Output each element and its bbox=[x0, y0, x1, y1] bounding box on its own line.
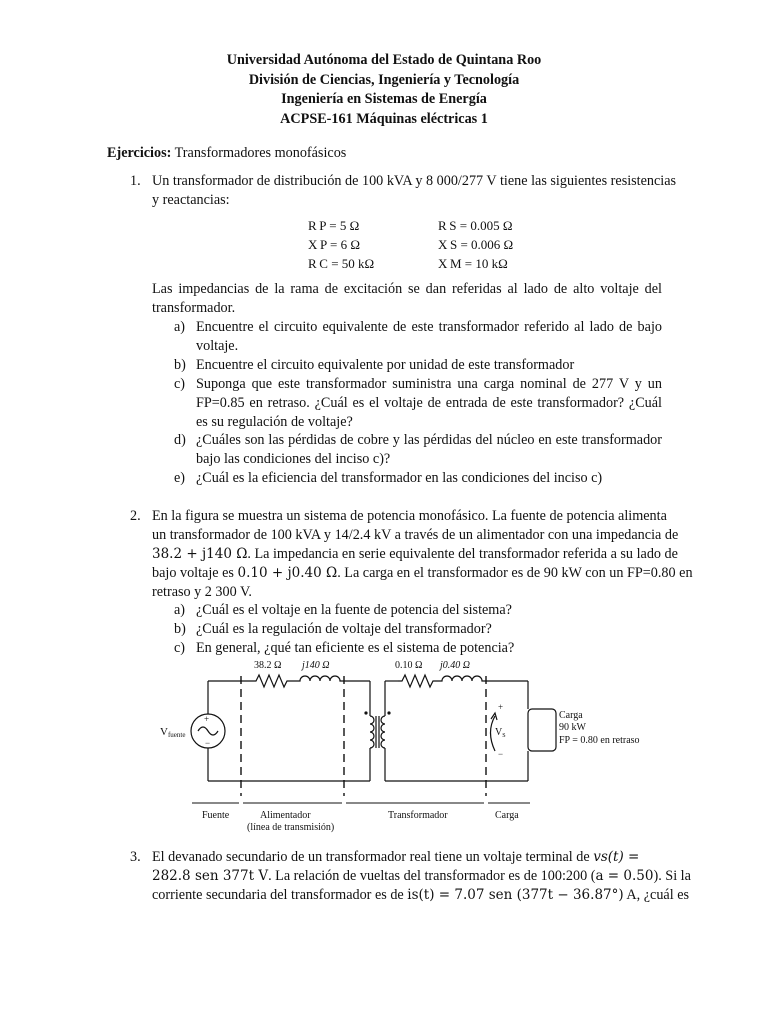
is-expression: is(t) = 7.07 sen (377t − 36.87°) bbox=[407, 887, 624, 903]
item-label: c) bbox=[174, 640, 186, 656]
section-fuente: Fuente bbox=[202, 810, 230, 821]
problem-2-line2: un transformador de 100 kVA y 14/2.4 kV a través de un alimentador con una impedancia de bbox=[152, 527, 679, 543]
problem-1-statement-line1: Un transformador de distribución de 100 kVA y 8 000/277 V tiene las siguientes resistencias bbox=[152, 173, 677, 189]
label-r-trafo: 0.10 Ω bbox=[395, 660, 423, 671]
source-voltage-label bbox=[160, 726, 185, 739]
load-plus: + bbox=[498, 702, 504, 712]
problem-2-item-a bbox=[174, 601, 662, 620]
item-text: ¿Cuál es la eficiencia del transformador en las condiciones del inciso c) bbox=[196, 470, 603, 486]
problem-2-line1: En la figura se muestra un sistema de potencia monofásico. La fuente de potencia alimenta bbox=[152, 508, 667, 524]
source-plus: + bbox=[204, 714, 210, 724]
vs-expression: vs(t) = bbox=[593, 849, 640, 865]
item-label: a) bbox=[174, 602, 186, 618]
load-v-sub: S bbox=[502, 733, 506, 739]
problem-3-line3-end: A, ¿cuál es bbox=[623, 887, 690, 903]
item-label: e) bbox=[174, 470, 186, 486]
transformer-core bbox=[376, 716, 379, 748]
transformer-inductor bbox=[438, 676, 528, 681]
load-box bbox=[528, 709, 556, 751]
problem-2-line4 bbox=[152, 564, 693, 583]
course-name: ACPSE-161 Máquinas eléctricas 1 bbox=[280, 110, 488, 127]
vs-value: 282.8 sen 377t V bbox=[152, 868, 269, 884]
item-text: Encuentre el circuito equivalente por unidad de este transformador bbox=[196, 357, 575, 373]
problem-2-line3 bbox=[152, 545, 678, 564]
item-text: Encuentre el circuito equivalente de este transformador referido al lado de bajo voltaje. bbox=[196, 319, 662, 354]
problem-3-line2-end: ). Si la bbox=[653, 868, 691, 884]
division-name: División de Ciencias, Ingeniería y Tecnología bbox=[248, 71, 520, 88]
problem-2-line5: retraso y 2 300 V. bbox=[152, 584, 252, 600]
item-label: c) bbox=[174, 376, 186, 392]
power-system-circuit bbox=[150, 656, 650, 836]
program-name: Ingeniería en Sistemas de Energía bbox=[281, 91, 487, 107]
problem-3-number: 3. bbox=[130, 849, 141, 865]
source-v-sub: fuente bbox=[167, 731, 186, 739]
university-name: Universidad Autónoma del Estado de Quintana Roo bbox=[226, 52, 542, 68]
item-text: ¿Cuáles son las pérdidas de cobre y las pérdidas del núcleo en este transformador bajo las condiciones del inciso c)? bbox=[196, 432, 662, 467]
section-carga: Carga bbox=[495, 810, 519, 821]
item-label: b) bbox=[174, 621, 186, 637]
item-text: En general, ¿qué tan eficiente es el sistema de potencia? bbox=[196, 640, 515, 656]
problem-3-line2 bbox=[152, 867, 691, 886]
param-xp: X P = 6 Ω bbox=[308, 237, 360, 252]
param-rc: R C = 50 kΩ bbox=[308, 256, 375, 271]
param-xs: X S = 0.006 Ω bbox=[438, 237, 514, 252]
item-text: Suponga que este transformador suministra una carga nominal de 277 V y un FP=0.85 en retraso. ¿Cuál es el voltaje de entrada de este transformador? ¿Cuál es su regulación de voltaje? bbox=[196, 376, 662, 430]
secondary-dot bbox=[387, 711, 390, 714]
problem-3-line3-pre: corriente secundaria del transformador es de bbox=[152, 887, 408, 903]
problem-1-item-c bbox=[174, 375, 662, 432]
primary-winding bbox=[370, 716, 374, 748]
primary-dot bbox=[364, 711, 367, 714]
problem-3-line1 bbox=[152, 848, 662, 867]
problem-2-item-b bbox=[174, 620, 662, 639]
load-pf: FP = 0.80 en retraso bbox=[559, 735, 640, 746]
problem-2-line3-rest: . La impedancia en serie equivalente del transformador referida a su lado de bbox=[247, 546, 678, 562]
param-rp: R P = 5 Ω bbox=[308, 218, 360, 233]
load-v: V bbox=[495, 727, 503, 738]
item-label: a) bbox=[174, 319, 186, 335]
problem-1-item-a bbox=[174, 318, 662, 356]
load-power: 90 kW bbox=[559, 722, 586, 733]
problem-2-number: 2. bbox=[130, 508, 141, 524]
problem-1-item-b bbox=[174, 356, 662, 375]
problem-2-line4-pre: bajo voltaje es bbox=[152, 565, 238, 581]
excitation-text: Las impedancias de la rama de excitación se dan referidas al lado de alto voltaje del transformador. bbox=[152, 281, 662, 316]
transformer-resistor bbox=[398, 675, 438, 687]
param-xm: X M = 10 kΩ bbox=[438, 256, 508, 271]
feeder-inductor bbox=[293, 676, 370, 681]
source-v: V bbox=[160, 726, 168, 738]
param-rs: R S = 0.005 Ω bbox=[438, 218, 513, 233]
exercises-topic: Transformadores monofásicos bbox=[174, 145, 347, 161]
feeder-resistor bbox=[250, 675, 293, 687]
item-text: ¿Cuál es la regulación de voltaje del transformador? bbox=[196, 621, 492, 637]
exercises-label: Ejercicios: bbox=[107, 145, 172, 161]
item-label: b) bbox=[174, 357, 186, 373]
secondary-winding bbox=[381, 716, 385, 748]
load-title: Carga bbox=[559, 710, 583, 721]
item-label: d) bbox=[174, 432, 186, 448]
problem-1-item-d bbox=[174, 431, 662, 469]
document-header bbox=[0, 51, 768, 129]
problem-3-line3 bbox=[152, 886, 690, 905]
problem-3-line1-pre: El devanado secundario de un transformador real tiene un voltaje terminal de bbox=[152, 849, 594, 865]
item-text: ¿Cuál es el voltaje en la fuente de potencia del sistema? bbox=[196, 602, 512, 618]
transformer-impedance: 0.10 + j0.40 Ω bbox=[237, 565, 338, 581]
load-voltage-label bbox=[495, 727, 506, 739]
source-minus: − bbox=[205, 738, 211, 748]
feeder-impedance: 38.2 + j140 Ω bbox=[152, 546, 248, 562]
problem-1-number: 1. bbox=[130, 173, 141, 189]
turns-ratio: a = 0.50 bbox=[595, 868, 654, 884]
problem-1-item-e bbox=[174, 469, 662, 488]
label-r-feeder: 38.2 Ω bbox=[254, 660, 282, 671]
label-x-trafo: j0.40 Ω bbox=[440, 660, 471, 671]
problem-2-line4-rest: . La carga en el transformador es de 90 kW con un FP=0.80 en bbox=[337, 565, 693, 581]
section-alimentador-sub: (línea de transmisión) bbox=[247, 822, 335, 833]
exercises-title bbox=[107, 144, 346, 163]
label-x-feeder: j140 Ω bbox=[302, 660, 330, 671]
load-minus: − bbox=[498, 749, 504, 759]
section-alimentador: Alimentador bbox=[260, 810, 311, 821]
section-transformador: Transformador bbox=[388, 810, 448, 821]
problem-3-line2-rest: . La relación de vueltas del transformador es de 100:200 ( bbox=[268, 868, 596, 884]
problem-1-statement-line2: y reactancias: bbox=[152, 192, 230, 208]
